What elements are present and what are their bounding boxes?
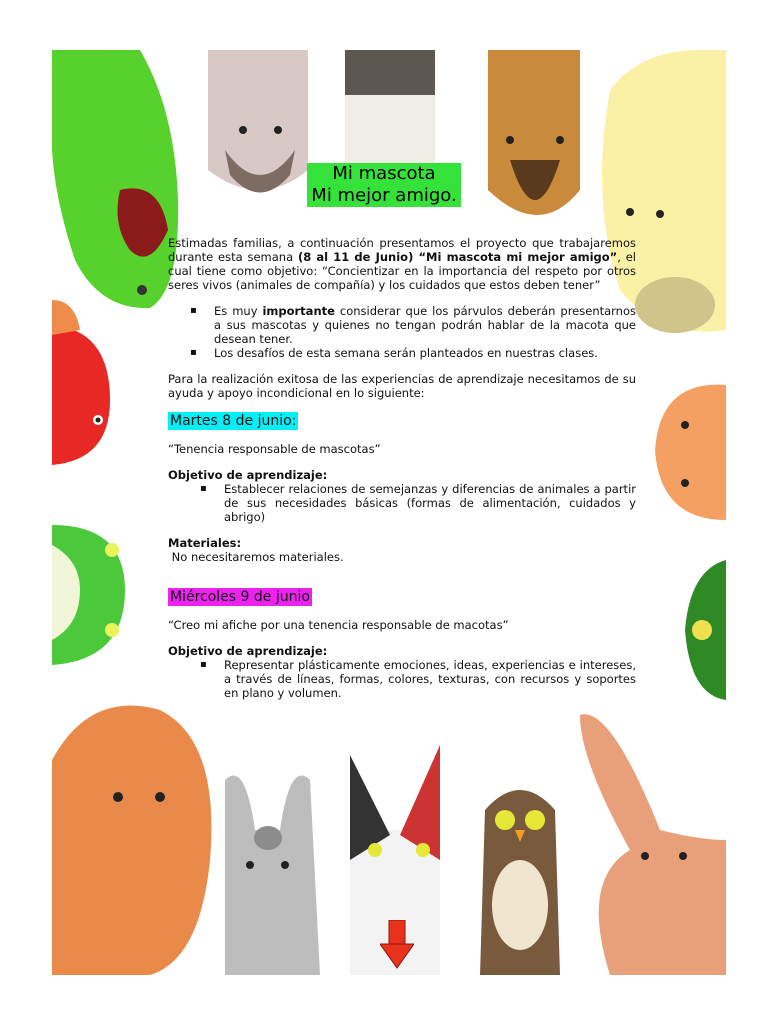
bullet-item-1: ▪ Es muy importante considerar que los párvulos deberán presentarnos a sus mascotas y quienes no tengan podrán hablar de la macota que desean tener.	[168, 304, 636, 346]
bullet-item-2: ▪ Los desafíos de esta semana serán planteados en nuestras clases.	[168, 346, 636, 360]
day1-section	[168, 412, 636, 564]
turtle-illustration	[685, 560, 726, 700]
day2-objective-label: Objetivo de aprendizaje:	[168, 644, 328, 658]
frog-illustration	[52, 525, 125, 665]
day1-materials-label: Materiales:	[168, 536, 242, 550]
document-body	[168, 236, 636, 712]
day2-objective-list	[168, 658, 636, 700]
intro-bold-text: (8 al 11 de Junio) “Mi mascota mi mejor amigo”	[297, 250, 618, 264]
day1-objective-label: Objetivo de aprendizaje:	[168, 468, 328, 482]
title-line-2: Mi mejor amigo.	[311, 185, 457, 206]
day1-heading: Martes 8 de junio:	[170, 413, 297, 429]
intro-text-2: , el cual tiene como objetivo: “Concientizar en la importancia del respeto por otros seres vivos (animales de compañía) y los cuidados que estos deben tener”	[168, 250, 636, 292]
help-paragraph: Para la realización exitosa de las experiencias de aprendizaje necesitamos de su ayuda y apoyo incondicional en lo siguiente:	[168, 372, 636, 400]
intro-text-1: Estimadas familias, a continuación presentamos el proyecto que trabajaremos durante esta semana	[168, 236, 636, 264]
intro-paragraph	[168, 236, 636, 292]
poodle-illustration	[52, 706, 211, 975]
day2-heading: Miércoles 9 de junio	[170, 589, 310, 605]
brown-rabbit-illustration	[580, 714, 726, 975]
title-highlight	[307, 163, 460, 207]
day1-objective: ▪ Establecer relaciones de semejanzas y diferencias de animales a partir de sus necesidades básicas (formas de alimentación, cuidados y abrigo)	[168, 482, 636, 524]
owl-illustration	[480, 790, 560, 975]
grey-rabbit-illustration	[225, 776, 320, 975]
title-block	[0, 163, 768, 207]
bullet-list	[168, 304, 636, 360]
day2-objective: ▪ Representar plásticamente emociones, ideas, experiencias e intereses, a través de líneas, formas, colores, texturas, con recursos y soportes en plano y volumen.	[168, 658, 636, 700]
day1-objective-list	[168, 482, 636, 524]
day2-activity: “Creo mi afiche por una tenencia responsable de macotas”	[168, 618, 509, 632]
day2-section	[168, 588, 636, 700]
day1-materials: No necesitaremos materiales.	[168, 550, 344, 564]
arrow-down-icon	[380, 920, 414, 970]
title-line-1: Mi mascota	[332, 163, 436, 184]
hamster-illustration	[655, 385, 726, 520]
dog-top-dark-illustration	[345, 50, 435, 165]
fish-illustration	[52, 300, 110, 465]
day1-activity: “Tenencia responsable de mascotas”	[168, 442, 381, 456]
